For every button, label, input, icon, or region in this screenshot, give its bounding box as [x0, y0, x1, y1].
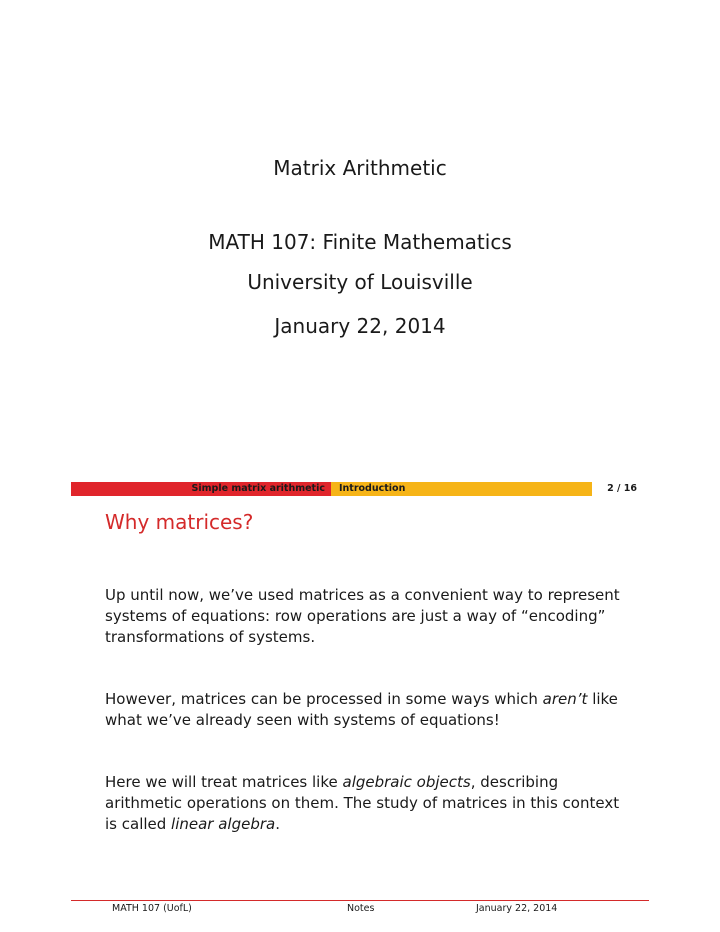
presentation-date: January 22, 2014 [274, 314, 446, 338]
nav-subsection[interactable]: Introduction [331, 482, 592, 496]
footer-date: January 22, 2014 [476, 903, 558, 914]
slide-title: Why matrices? [105, 510, 254, 534]
paragraph-2 [105, 689, 635, 731]
footer-title: Notes [347, 903, 375, 914]
paragraph-3-text-mid: , describing arithmetic operations on them. The study of matrices in this context is called [105, 773, 620, 833]
nav-section[interactable]: Simple matrix arithmetic [71, 482, 331, 496]
institution-name: University of Louisville [247, 270, 473, 294]
paragraph-1: Up until now, we’ve used matrices as a convenient way to represent systems of equations: row operations are just a way of “encoding” transformations of systems. [105, 586, 620, 646]
paragraph-2-text: However, matrices can be processed in some ways which [105, 690, 543, 708]
slide-navbar [71, 482, 649, 496]
page-indicator: 2 / 16 [607, 483, 637, 494]
course-name: MATH 107: Finite Mathematics [208, 230, 512, 254]
paragraph-2-emphasis: aren’t [542, 690, 588, 708]
presentation-title: Matrix Arithmetic [273, 156, 447, 180]
paragraph-3-emphasis-1: algebraic objects [342, 773, 471, 791]
paragraph-3 [105, 772, 635, 835]
paragraph-3-text-end: . [275, 815, 281, 833]
footer-course: MATH 107 (UofL) [112, 903, 192, 914]
paragraph-3-emphasis-2: linear algebra [171, 815, 276, 833]
paragraph-2-text-end: like what we’ve already seen with systems of equations! [105, 690, 618, 729]
footer-divider [71, 900, 649, 901]
paragraph-3-text: Here we will treat matrices like [105, 773, 343, 791]
